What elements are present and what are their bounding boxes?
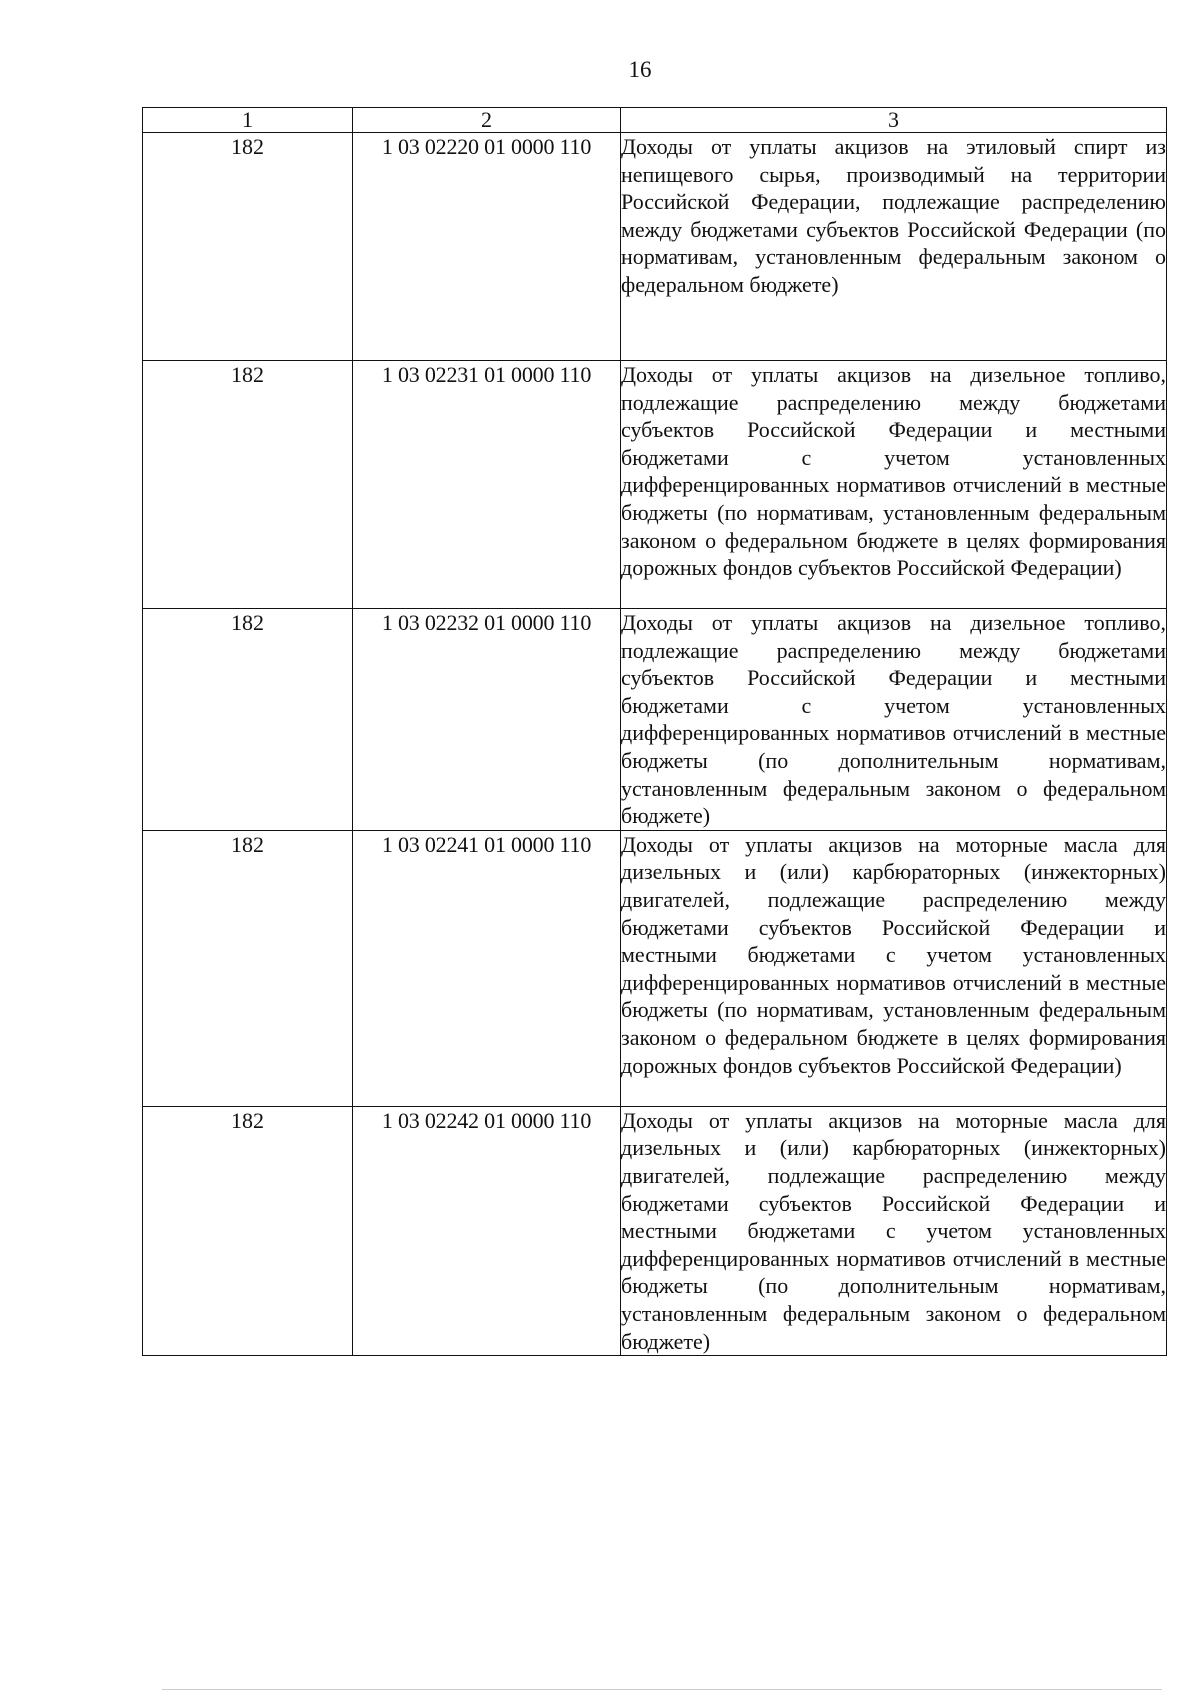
column-header-3: 3: [621, 108, 1167, 133]
revenue-description-cell: Доходы от уплаты акцизов на этиловый спирт из непищевого сырья, производимый на территории Российской Федерации, подлежащие распределению между бюджетами субъектов Российской Федерации (по нормативам, установленным федеральным законом о федеральном бюджете): [621, 133, 1167, 361]
scan-edge-line: [162, 1689, 1162, 1690]
admin-code-cell: 182: [143, 830, 353, 1106]
budget-classification-code-cell: 1 03 02232 01 0000 110: [353, 609, 621, 831]
revenue-description-cell: Доходы от уплаты акцизов на моторные масла для дизельных и (или) карбюраторных (инжекторных) двигателей, подлежащие распределению между бюджетами субъектов Российской Федерации и местными бюджетами с учетом установленных дифференцированных нормативов отчислений в местные бюджеты (по дополнительным нормативам, установленным федеральным законом о федеральном бюджете): [621, 1106, 1167, 1355]
revenue-description-cell: Доходы от уплаты акцизов на дизельное топливо, подлежащие распределению между бюджетами субъектов Российской Федерации и местными бюджетами с учетом установленных дифференцированных нормативов отчислений в местные бюджеты (по дополнительным нормативам, установленным федеральным законом о федеральном бюджете): [621, 609, 1167, 831]
budget-classification-code-cell: 1 03 02241 01 0000 110: [353, 830, 621, 1106]
table-row: [143, 609, 1167, 831]
table-row: [143, 830, 1167, 1106]
revenue-description-cell: Доходы от уплаты акцизов на моторные масла для дизельных и (или) карбюраторных (инжекторных) двигателей, подлежащие распределению между бюджетами субъектов Российской Федерации и местными бюджетами с учетом установленных дифференцированных нормативов отчислений в местные бюджеты (по нормативам, установленным федеральным законом о федеральном бюджете в целях формирования дорожных фондов субъектов Российской Федерации): [621, 830, 1167, 1106]
header-row: [143, 108, 1167, 133]
budget-classification-code-cell: 1 03 02242 01 0000 110: [353, 1106, 621, 1355]
admin-code-cell: 182: [143, 609, 353, 831]
admin-code-cell: 182: [143, 1106, 353, 1355]
revenue-description-cell: Доходы от уплаты акцизов на дизельное топливо, подлежащие распределению между бюджетами субъектов Российской Федерации и местными бюджетами с учетом установленных дифференцированных нормативов отчислений в местные бюджеты (по нормативам, установленным федеральным законом о федеральном бюджете в целях формирования дорожных фондов субъектов Российской Федерации): [621, 361, 1167, 609]
admin-code-cell: 182: [143, 133, 353, 361]
table-body: [143, 133, 1167, 1356]
budget-classification-code-cell: 1 03 02220 01 0000 110: [353, 133, 621, 361]
budget-classification-code-cell: 1 03 02231 01 0000 110: [353, 361, 621, 609]
table-header: [143, 108, 1167, 133]
column-header-1: 1: [143, 108, 353, 133]
table-row: [143, 1106, 1167, 1355]
page-number: 16: [628, 57, 652, 82]
table-row: [143, 361, 1167, 609]
admin-code-cell: 182: [143, 361, 353, 609]
column-header-2: 2: [353, 108, 621, 133]
revenue-table: [142, 107, 1167, 1356]
table-row: [143, 133, 1167, 361]
